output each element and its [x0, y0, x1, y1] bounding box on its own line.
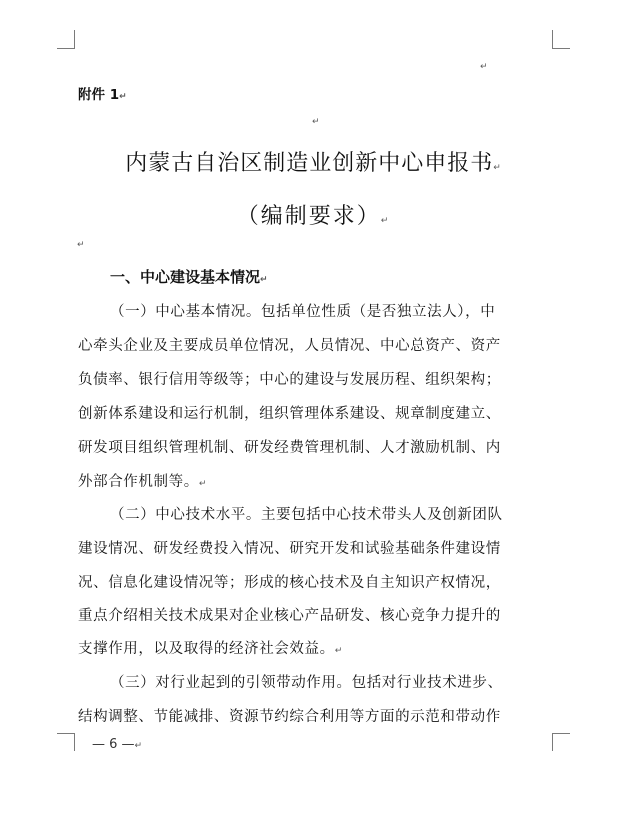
- body-line[interactable]: 创新体系建设和运行机制，组织管理体系建设、规章制度建立、: [78, 406, 501, 422]
- body-line[interactable]: 外部合作机制等。↵: [78, 474, 207, 490]
- document-title[interactable]: 内蒙古自治区制造业创新中心申报书↵: [125, 151, 502, 176]
- body-line[interactable]: 建设情况、研发经费投入情况、研究开发和试验基础条件建设情: [78, 541, 501, 557]
- body-line[interactable]: 重点介绍相关技术成果对企业核心产品研发、核心竞争力提升的: [78, 608, 501, 624]
- body-line[interactable]: 结构调整、节能减排、资源节约综合利用等方面的示范和带动作: [78, 709, 501, 725]
- body-line[interactable]: 况、信息化建设情况等；形成的核心技术及自主知识产权情况，: [78, 575, 501, 591]
- body-line[interactable]: 研发项目组织管理机制、研发经费管理机制、人才激励机制、内: [78, 440, 501, 456]
- page-number: — 6 —↵: [92, 737, 143, 752]
- crop-mark-bottom-right: [552, 733, 553, 751]
- paragraph-mark: ↵: [77, 240, 85, 250]
- body-line[interactable]: （三）对行业起到的引领带动作用。包括对行业技术进步、: [110, 675, 503, 691]
- body-line[interactable]: 负债率、银行信用等级等；中心的建设与发展历程、组织架构；: [78, 372, 501, 388]
- crop-mark-bottom-left: [74, 733, 75, 751]
- crop-mark-top-right: [552, 30, 553, 48]
- crop-mark-top-left: [74, 30, 75, 48]
- crop-mark-bottom-right: [552, 733, 570, 734]
- paragraph-mark: ↵: [312, 117, 320, 127]
- document-subtitle[interactable]: （编制要求）↵: [236, 204, 391, 229]
- crop-mark-top-left: [57, 48, 75, 49]
- body-line[interactable]: （二）中心技术水平。主要包括中心技术带头人及创新团队: [110, 507, 503, 523]
- body-line[interactable]: （一）中心基本情况。包括单位性质（是否独立法人），中: [110, 304, 496, 320]
- body-line[interactable]: 心牵头企业及主要成员单位情况，人员情况、中心总资产、资产: [78, 338, 501, 354]
- section-heading[interactable]: 一、中心建设基本情况↵: [110, 268, 268, 286]
- paragraph-mark: ↵: [480, 62, 488, 72]
- attachment-label[interactable]: 附件 1↵: [78, 87, 127, 103]
- crop-mark-top-right: [552, 48, 570, 49]
- body-line[interactable]: 支撑作用，以及取得的经济社会效益。↵: [78, 641, 343, 657]
- crop-mark-bottom-left: [57, 733, 75, 734]
